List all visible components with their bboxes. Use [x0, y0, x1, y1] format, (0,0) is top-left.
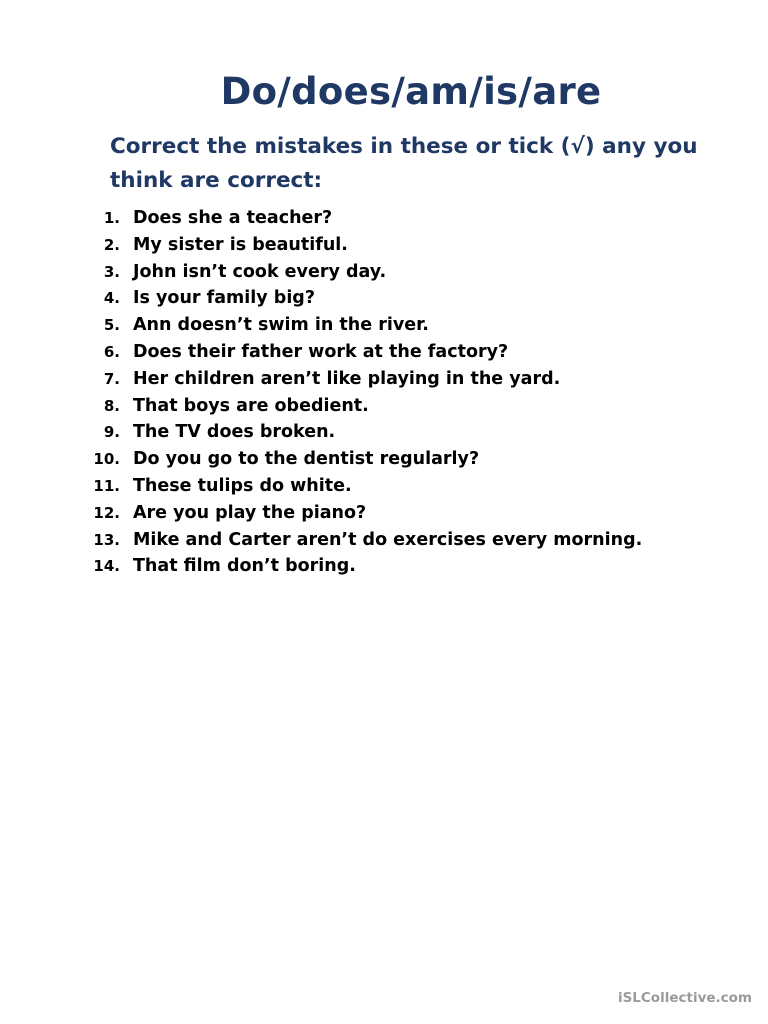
item-number: 10.: [93, 450, 120, 469]
item-number: 1.: [103, 209, 120, 227]
item-number: 4.: [103, 289, 120, 308]
list-item: [0, 527, 642, 554]
exercise-list: [0, 205, 642, 580]
list-item: [0, 473, 642, 500]
list-item: [0, 285, 642, 312]
list-item: [0, 312, 642, 339]
list-item: [0, 232, 642, 259]
list-item: [0, 553, 642, 580]
item-text: That film don’t boring.: [133, 556, 356, 577]
list-item: [0, 393, 642, 420]
item-number: 3.: [103, 262, 120, 281]
item-text: Are you play the piano?: [133, 502, 367, 523]
item-text: John isn’t cook every day.: [133, 261, 387, 282]
list-item: [0, 366, 642, 393]
item-number: 7.: [103, 369, 120, 388]
list-item: [0, 446, 642, 473]
item-number: 6.: [103, 342, 120, 361]
item-number: 5.: [103, 316, 120, 335]
item-text: Ann doesn’t swim in the river.: [133, 315, 429, 336]
item-text: My sister is beautiful.: [133, 234, 348, 255]
page-title: Do/does/am/is/are: [220, 70, 602, 113]
item-text: The TV does broken.: [133, 422, 336, 443]
item-number: 2.: [103, 235, 120, 254]
list-item: [0, 500, 642, 527]
item-text: These tulips do white.: [133, 475, 352, 496]
item-number: 9.: [103, 423, 120, 442]
item-number: 13.: [93, 530, 120, 549]
item-text: Is your family big?: [133, 288, 315, 309]
item-text: Does their father work at the factory?: [133, 341, 509, 362]
item-text: Does she a teacher?: [133, 208, 333, 228]
list-item: [0, 259, 642, 286]
item-text: Mike and Carter aren’t do exercises every morning.: [133, 529, 643, 550]
item-number: 11.: [93, 476, 120, 495]
list-item: [0, 339, 642, 366]
item-text: Do you go to the dentist regularly?: [133, 449, 480, 470]
item-text: That boys are obedient.: [133, 395, 369, 416]
item-number: 8.: [103, 396, 120, 415]
item-number: 14.: [93, 557, 120, 576]
list-item: [0, 205, 642, 232]
item-number: 12.: [93, 503, 120, 522]
instruction-text: Correct the mistakes in these or tick (√) any you think are correct:: [110, 134, 698, 193]
footer-watermark: iSLCollective.com: [617, 990, 752, 1006]
item-text: Her children aren’t like playing in the yard.: [133, 368, 561, 389]
list-item: [0, 419, 642, 446]
